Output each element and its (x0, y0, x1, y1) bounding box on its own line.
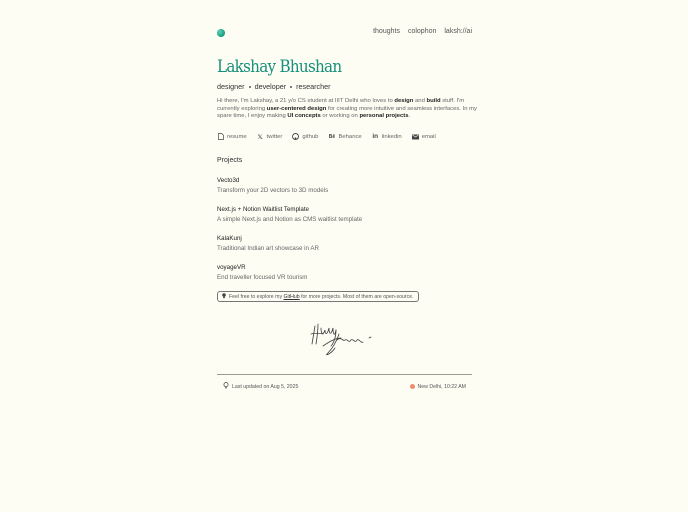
project-title[interactable]: voyageVR (217, 264, 246, 271)
github-icon (292, 133, 299, 140)
tagline (217, 82, 331, 91)
bio-text: or working on (320, 113, 360, 119)
lightbulb-icon (223, 382, 229, 391)
github-link[interactable] (292, 133, 318, 140)
project-title[interactable]: KalaKunj (217, 235, 242, 242)
bio-text: . (408, 113, 411, 119)
link-label: resume (227, 133, 247, 140)
project-description: A simple Next.js and Notion as CMS waitlist template (217, 216, 363, 223)
note-text: for more projects. Most of them are open-source. (299, 293, 414, 300)
bio-text: and (413, 98, 427, 104)
bio-text: for creating more intuitive and seamless interfaces. In my spare time, I enjoy making (217, 105, 477, 119)
tagline-role: designer (217, 82, 245, 91)
project-item[interactable] (217, 177, 328, 194)
bio-text: stuff. I'm currently exploring (217, 98, 465, 112)
bio-highlight: user-centered design (266, 105, 327, 112)
lightbulb-icon (222, 293, 226, 301)
project-description: Transform your 2D vectors to 3D models (217, 187, 329, 194)
last-updated (223, 382, 298, 391)
mail-icon (412, 133, 419, 140)
link-label: twitter (266, 133, 283, 140)
link-label: email (421, 133, 436, 140)
location-text: New Delhi, 10:22 AM (417, 383, 466, 390)
social-links (217, 133, 436, 140)
project-item[interactable] (217, 206, 362, 223)
footer-divider (217, 374, 472, 375)
tagline-role: researcher (296, 82, 331, 91)
bio-highlight: build (426, 98, 441, 104)
project-title[interactable]: Next.js + Notion Waitlist Template (217, 206, 309, 213)
twitter-link[interactable] (257, 133, 283, 140)
bio (217, 98, 477, 121)
project-title[interactable]: Vecto3d (217, 177, 240, 184)
note-text: Feel free to explore my (229, 293, 284, 300)
page-title: Lakshay Bhushan (217, 57, 342, 76)
separator-dot-icon (290, 86, 292, 88)
github-note (217, 291, 419, 302)
project-description: Traditional Indian art showcase in AR (217, 245, 319, 252)
nav-colophon[interactable]: colophon (407, 28, 437, 35)
bio-text: Hi there, I'm Lakshay, a 21 y/o CS student at IIIT Delhi who loves to (217, 98, 395, 104)
email-link[interactable] (412, 133, 436, 140)
signature-image (309, 318, 381, 360)
bio-highlight: design (394, 98, 414, 104)
projects-heading: Projects (217, 157, 243, 164)
footer (223, 382, 466, 391)
project-item[interactable] (217, 235, 319, 252)
project-item[interactable] (217, 264, 307, 281)
top-bar (217, 28, 472, 42)
project-description: End traveller focused VR tourism (217, 274, 308, 281)
github-link-inline[interactable]: GitHub (283, 293, 300, 300)
last-updated-text: Last updated on Aug 5, 2025 (232, 383, 299, 390)
status-dot-icon (410, 384, 415, 389)
logo-orb-icon[interactable] (217, 29, 225, 37)
bio-highlight: personal projects (359, 113, 409, 119)
linkedin-icon: in (372, 133, 379, 140)
bio-highlight: UI concepts (287, 113, 321, 119)
behance-icon: Bē (328, 133, 336, 140)
top-nav (373, 28, 472, 35)
linkedin-link[interactable] (372, 133, 402, 140)
link-label: Behance (338, 133, 362, 140)
location-time (410, 382, 466, 391)
document-icon (217, 133, 224, 140)
behance-link[interactable] (328, 133, 361, 140)
link-label: github (302, 133, 319, 140)
link-label: linkedin (381, 133, 402, 140)
nav-lakshai[interactable]: laksh://ai (444, 28, 472, 35)
resume-link[interactable] (217, 133, 247, 140)
separator-dot-icon (249, 86, 251, 88)
x-icon: 𝕏 (257, 133, 263, 141)
tagline-role: developer (254, 82, 287, 91)
nav-thoughts[interactable]: thoughts (373, 28, 400, 35)
